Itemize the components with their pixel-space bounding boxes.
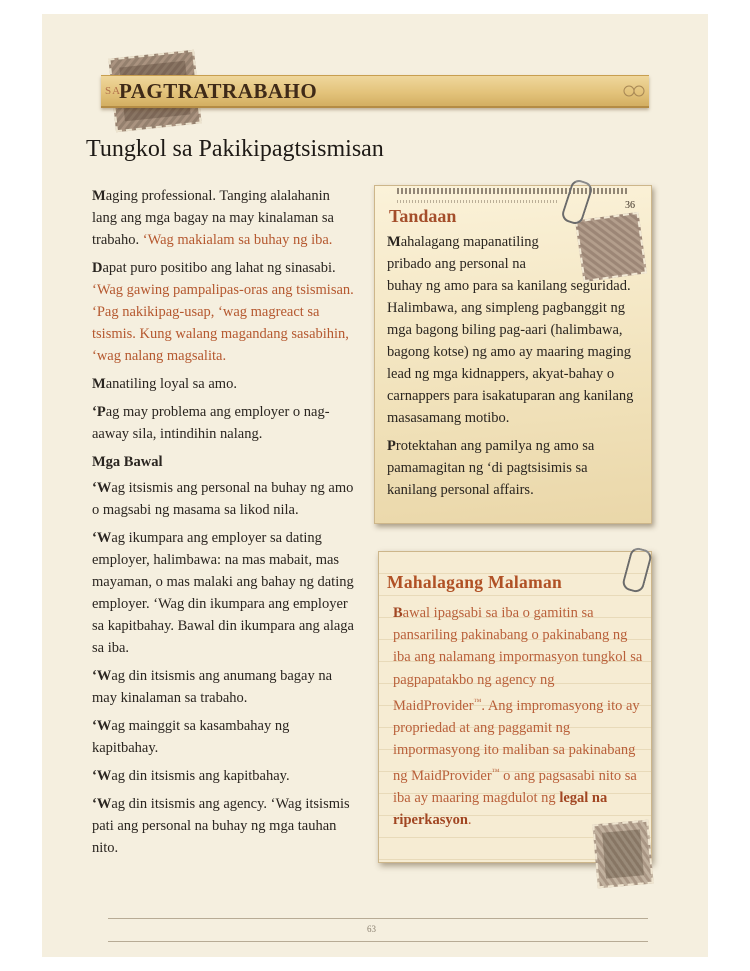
paragraph: Maging professional. Tanging alalahanin lang ang mga bagay na may kinalaman sa trabaho. ‘Wag makialam sa buhay ng iba. [92,188,334,248]
footer-divider [108,941,648,942]
paragraph: ‘Pag may problema ang employer o nag-aaway sila, intindihin nalang. [92,404,330,442]
list-item: ‘Wag itsismis ang personal na buhay ng amo o magsabi ng masama sa likod nila. [92,480,354,518]
decorative-strip [397,188,627,194]
paragraph: Dapat puro positibo ang lahat ng sinasabi. ‘Wag gawing pampalipas-oras ang tsismisan. ‘Pag nakikipag-usap, ‘wag magreact sa tsismis. Kung walang magandang sasabihin, ‘wag nalang magsalita. [92,260,354,364]
decorative-strip [397,200,557,203]
page-number: 63 [367,924,376,934]
malaman-note [378,551,652,863]
subheading: Mga Bawal [92,454,163,470]
note-body: Bawal ipagsabi sa iba o gamitin sa pansariling pakinabang o pakinabang ng iba ang nalamang impormasyon tungkol sa pagpapatakbo ng agency ng MaidProvider™. Ang impromasyong ito ay propriedad at ang paggamit ng impormasyong ito maliban sa pakinabang ng MaidProvider™ o ang pagsasabi nito sa iba ay maaring magdulot ng legal na riperkasyon. [393,605,643,829]
ornament-icon [619,82,649,100]
list-item: ‘Wag din itsismis ang agency. ‘Wag itsismis pati ang personal na buhay ng mga tauhan nito. [92,796,350,856]
list-item: ‘Wag mainggit sa kasambahay ng kapitbahay. [92,718,290,756]
list-item: ‘Wag din itsismis ang kapitbahay. [92,768,290,784]
banner-prefix: SA [105,85,122,97]
section-banner [101,75,649,108]
footer-divider [108,918,648,919]
note-body: Mahalagang mapanatiling pribado ang personal na buhay ng amo para sa kanilang seguridad. Halimbawa, ang simpleng pagbanggit ng mga bagong biling pag-aari (halimbawa, bagong kotse) ng amo ay maaring maging lead ng mga kidnappers, akyat-bahay o carnappers para isakatuparan ang kanilang masasamang motibo. Protektahan ang pamilya ng amo sa pamamagitan ng ‘di pagtsisimis sa kanilang personal affairs. [387,234,634,498]
stamp-number: 36 [625,200,635,211]
note-title: Mahalagang Malaman [387,572,563,592]
paragraph: Manatiling loyal sa amo. [92,376,237,392]
postage-stamp-icon [592,820,653,889]
banner-title: PAGTRATRABAHO [119,79,318,103]
postage-stamp-icon [575,212,647,282]
left-column [92,185,357,865]
list-item: ‘Wag din itsismis ang anumang bagay na may kinalaman sa trabaho. [92,668,333,706]
note-title: Tandaan [389,206,457,226]
list-item: ‘Wag ikumpara ang employer sa dating employer, halimbawa: na mas mabait, mas mayaman, o mas malaki ang bahay ng dating employer. ‘Wag din ikumpara ang employer sa kapitbahay. Bawal din ikumpara ang alaga sa iba. [92,530,354,656]
page-title: Tungkol sa Pakikipagtsismisan [86,136,384,162]
